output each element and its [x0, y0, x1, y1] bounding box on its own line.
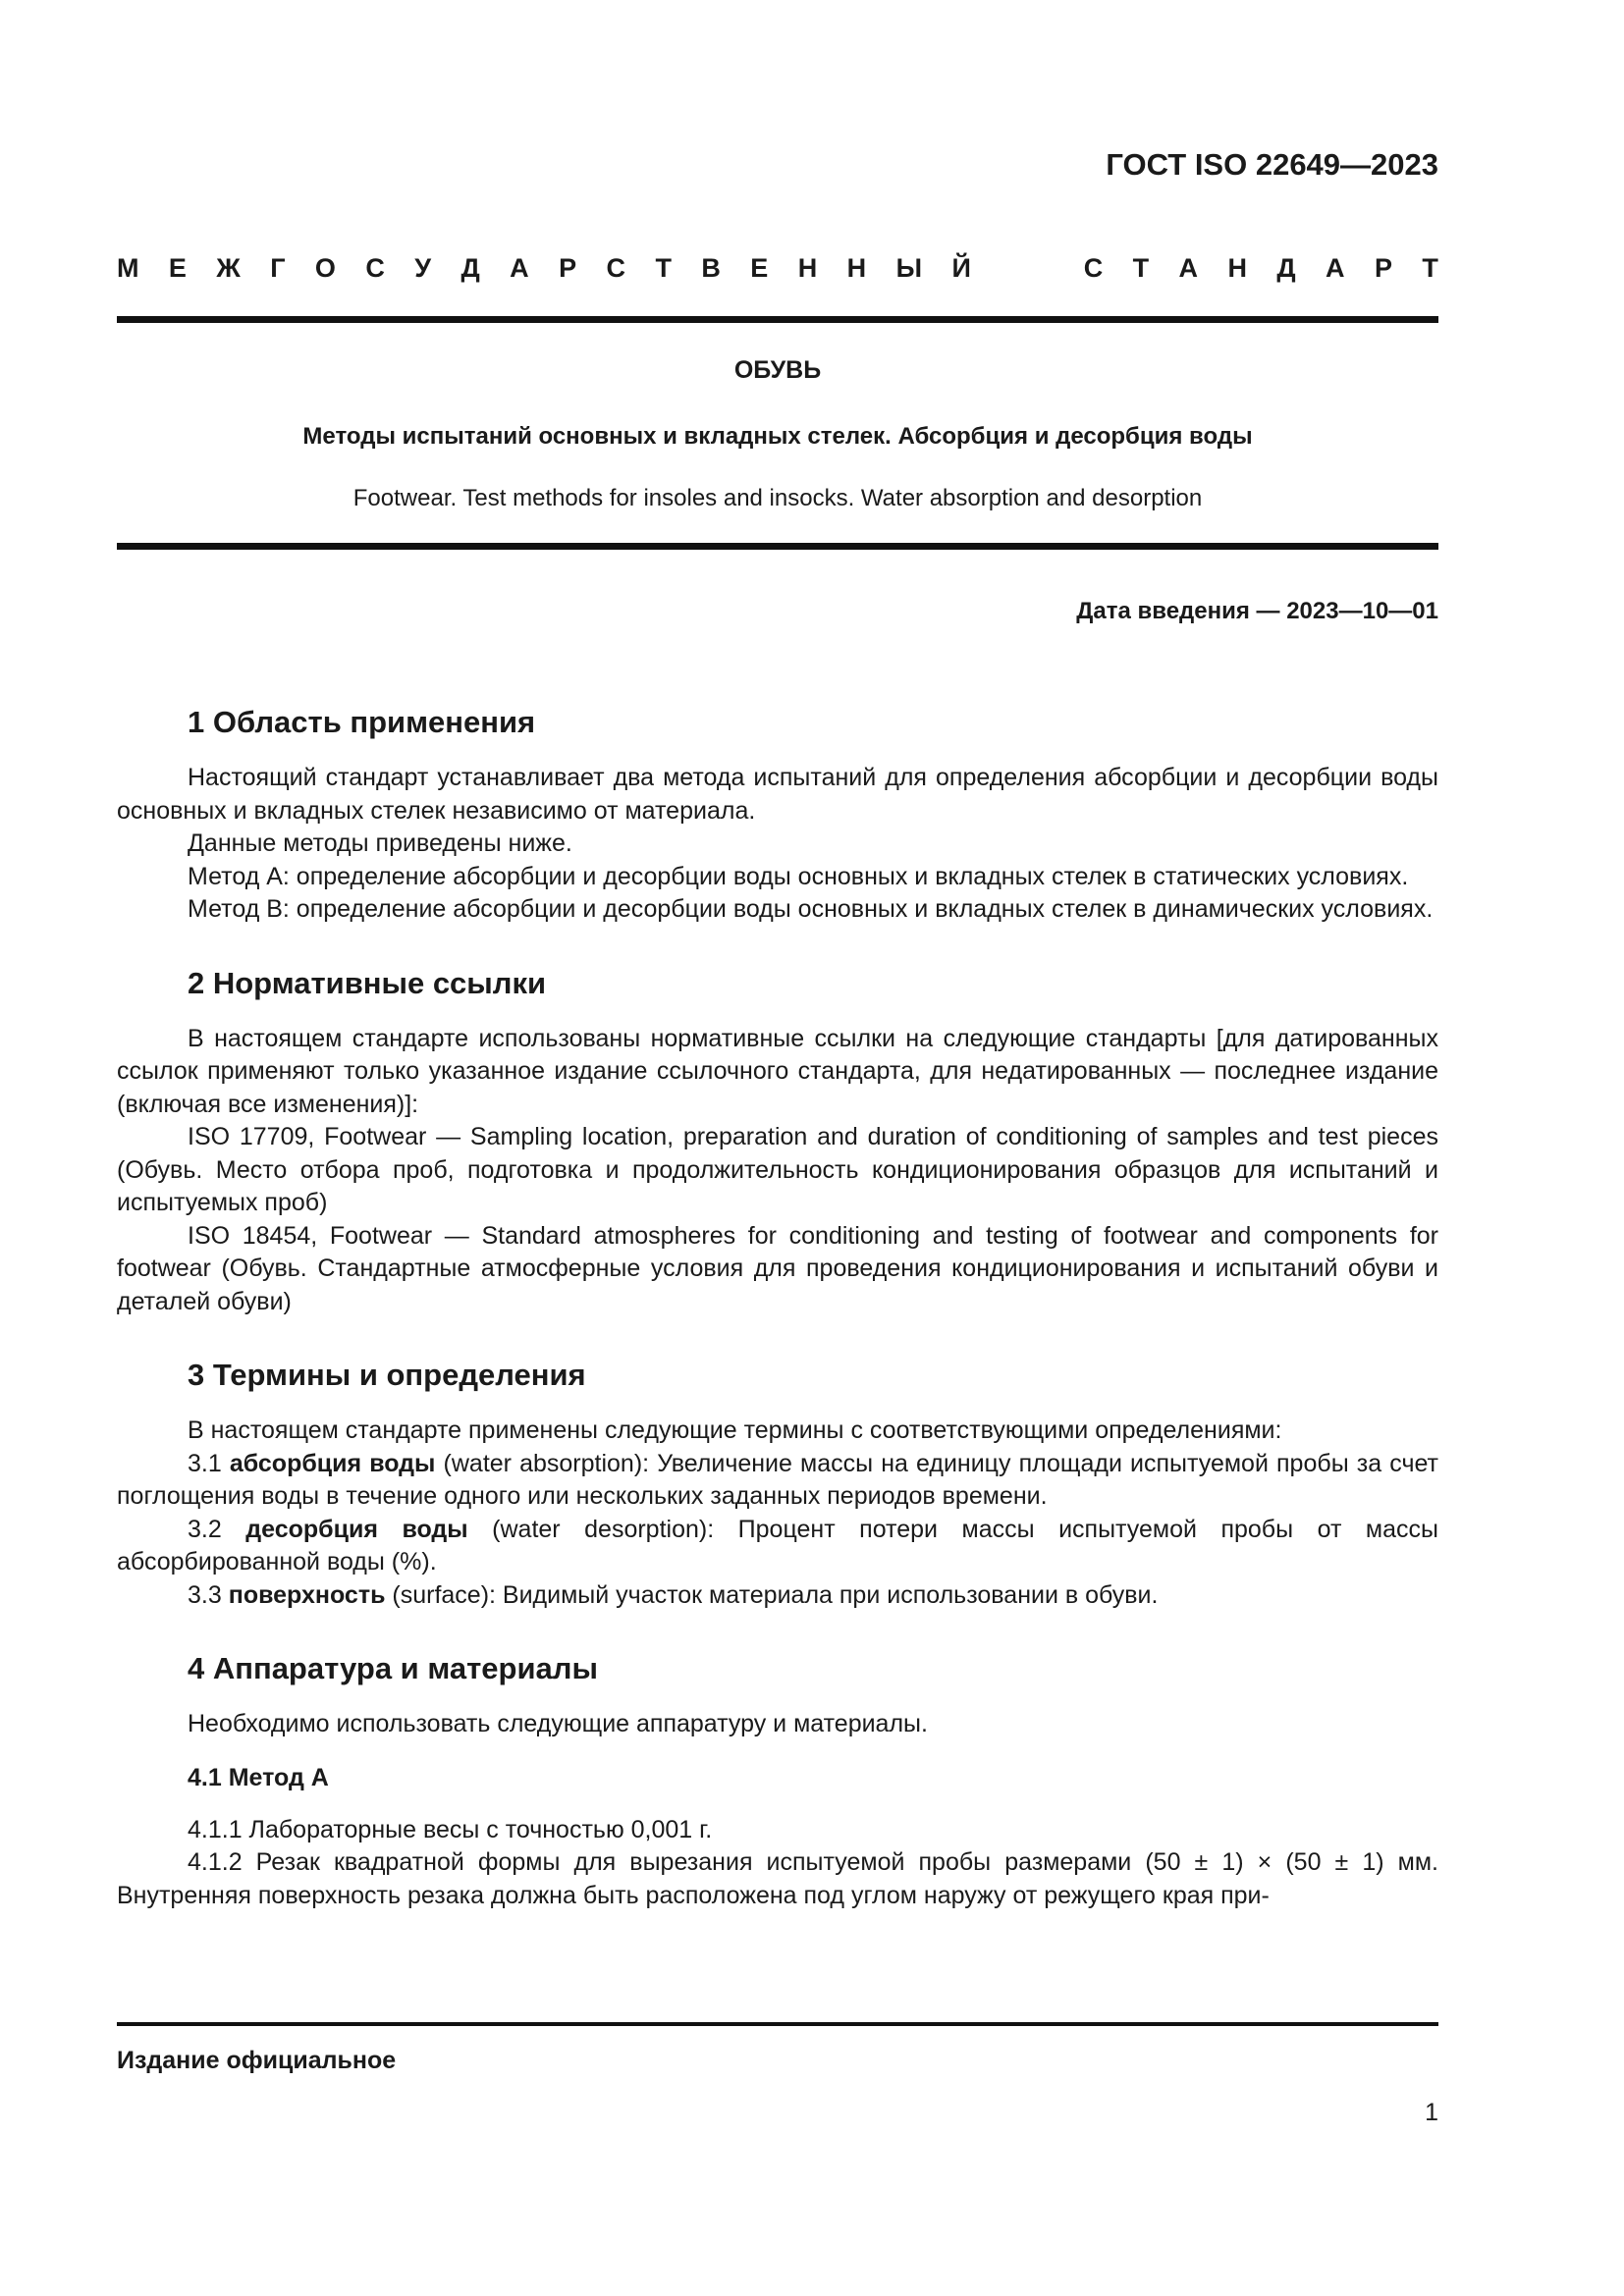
subsection-4-1-heading: 4.1 Метод А [188, 1763, 329, 1791]
document-number: ГОСТ ISO 22649—2023 [1106, 147, 1438, 182]
section-1-heading: 1 Область применения [188, 705, 536, 739]
standard-type-letter: О [314, 253, 336, 283]
section-3-heading: 3 Термины и определения [188, 1358, 586, 1392]
section-2-paragraph: В настоящем стандарте использованы нормативные ссылки на следующие стандарты [для датированных ссылок применяют только указанное издание ссылочного стандарта, для недатированных — последнее издание (включая все изменения)]: [117, 1024, 1438, 1118]
section-2-heading: 2 Нормативные ссылки [188, 965, 547, 1000]
standard-type-letter: Е [750, 253, 769, 283]
title-russian: Методы испытаний основных и вкладных стелек. Абсорбция и десорбция воды [302, 423, 1253, 450]
reference-iso-17709: ISO 17709, Footwear — Sampling location, preparation and duration of conditioning of samples and test pieces (Обувь. Место отбора проб, подготовка и продолжительность кондиционирования образцов для испытаний и испытуемых проб) [117, 1123, 1438, 1216]
standard-type-letter: С [1083, 253, 1104, 283]
standard-type-letter: А [510, 253, 529, 283]
standard-type-letter: В [701, 253, 721, 283]
title-main: ОБУВЬ [733, 356, 822, 384]
term-3-1 [117, 1448, 1438, 1514]
standard-type-letter: М [117, 253, 139, 283]
word-gap [1001, 253, 1054, 284]
section-1-paragraph: Данные методы приведены ниже. [188, 829, 572, 857]
standard-type-letter: Т [1422, 253, 1438, 283]
term-number: 3.3 [188, 1580, 222, 1609]
title-rule [117, 543, 1438, 550]
standard-type-letter: Д [1276, 253, 1296, 283]
section-1-method-a: Метод А: определение абсорбции и десорбции воды основных и вкладных стелек в статических условиях. [188, 862, 1409, 890]
term-number: 3.2 [188, 1515, 222, 1543]
standard-type-letter: У [414, 253, 432, 283]
footer-rule [117, 2022, 1438, 2026]
page-number: 1 [1425, 2099, 1438, 2126]
term-name: десорбция воды [245, 1515, 468, 1543]
standard-type-letter: Р [1374, 253, 1392, 283]
standard-type-letter: Т [1132, 253, 1150, 283]
standard-type-letter: Ы [895, 253, 923, 283]
standard-type-letter: Е [168, 253, 187, 283]
term-definition: (water absorption): Увеличение массы на единицу площади испытуемой пробы за счет поглощения воды в течение одного или нескольких заданных периодов времени. [117, 1449, 1438, 1510]
standard-type-letter: Й [951, 253, 971, 283]
standard-type-letter: С [606, 253, 626, 283]
section-1-paragraph: Настоящий стандарт устанавливает два метода испытаний для определения абсорбции и десорбции воды основных и вкладных стелек независимо от материала. [117, 764, 1438, 825]
item-4-1-1: 4.1.1 Лабораторные весы с точностью 0,001 г. [188, 1815, 713, 1843]
term-name: абсорбция воды [229, 1449, 436, 1477]
standard-type-spaced [117, 253, 1438, 284]
standard-type-letter: С [365, 253, 385, 283]
term-name: поверхность [228, 1580, 386, 1609]
standard-type-letter: Н [797, 253, 818, 283]
standard-type-letter: Г [270, 253, 286, 283]
reference-iso-18454: ISO 18454, Footwear — Standard atmospheres for conditioning and testing of footwear and components for footwear (Обувь. Стандартные атмосферные условия для проведения кондиционирования и испытаний обуви и деталей обуви) [117, 1221, 1438, 1315]
official-edition-label: Издание официальное [117, 2047, 397, 2074]
document-body [117, 695, 1438, 1912]
section-4-paragraph: Необходимо использовать следующие аппаратуру и материалы. [188, 1710, 928, 1737]
term-number: 3.1 [188, 1449, 222, 1477]
top-rule [117, 316, 1438, 323]
standard-type-letter: Д [460, 253, 480, 283]
term-definition: (water desorption): Процент потери массы испытуемой пробы от массы абсорбированной воды (%). [117, 1515, 1438, 1575]
section-1-method-b: Метод В: определение абсорбции и десорбции воды основных и вкладных стелек в динамических условиях. [188, 895, 1434, 923]
title-english: Footwear. Test methods for insoles and insocks. Water absorption and desorption [352, 485, 1203, 511]
term-definition: (surface): Видимый участок материала при использовании в обуви. [392, 1580, 1159, 1609]
term-3-2 [117, 1514, 1438, 1579]
section-4-heading: 4 Аппаратура и материалы [188, 1651, 598, 1685]
section-3-paragraph: В настоящем стандарте применены следующие термины с соответствующими определениями: [188, 1416, 1282, 1444]
item-4-1-2: 4.1.2 Резак квадратной формы для вырезания испытуемой пробы размерами (50 ± 1) × (50 ± 1) мм. Внутренняя поверхность резака должна быть расположена под углом наружу от режущего края при- [117, 1848, 1438, 1909]
standard-type-letter: А [1178, 253, 1199, 283]
standard-type-letter: Н [846, 253, 867, 283]
standard-type-letter: Т [655, 253, 672, 283]
standard-type-letter: Н [1227, 253, 1247, 283]
standard-type-letter: Р [559, 253, 577, 283]
standard-type-letter: А [1326, 253, 1345, 283]
introduction-date: Дата введения — 2023—10—01 [1076, 598, 1438, 624]
term-3-3 [117, 1579, 1438, 1613]
standard-type-letter: Ж [216, 253, 241, 283]
